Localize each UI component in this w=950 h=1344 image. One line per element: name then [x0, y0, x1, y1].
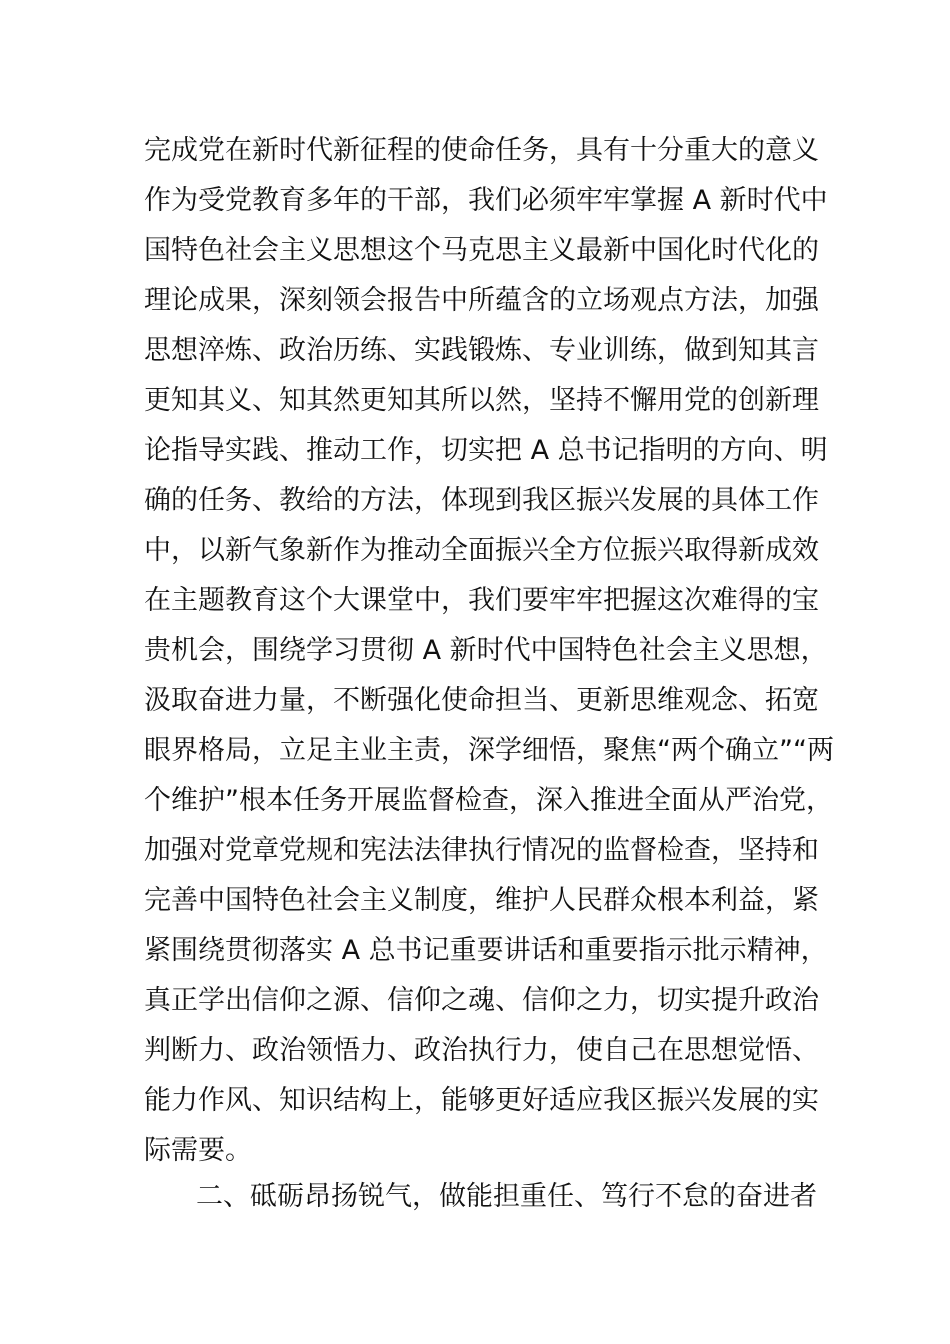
body-line: 能力作风、知识结构上，能够更好适应我区振兴发展的实	[144, 1085, 819, 1116]
body-line: 完善中国特色社会主义制度，维护人民群众根本利益，紧	[144, 885, 819, 916]
body-line: 紧围绕贯彻落实 A 总书记重要讲话和重要指示批示精神，	[144, 935, 828, 966]
body-line: 作为受党教育多年的干部，我们必须牢牢掌握 A 新时代中	[144, 185, 828, 216]
body-line: 汲取奋进力量，不断强化使命担当、更新思维观念、拓宽	[144, 685, 819, 716]
body-line: 判断力、政治领悟力、政治执行力，使自己在思想觉悟、	[144, 1035, 819, 1066]
body-line: 国特色社会主义思想这个马克思主义最新中国化时代化的	[144, 235, 819, 266]
body-line: 理论成果，深刻领会报告中所蕴含的立场观点方法，加强	[144, 285, 819, 316]
body-line: 在主题教育这个大课堂中，我们要牢牢把握这次难得的宝	[144, 585, 819, 616]
body-line: 眼界格局，立足主业主责，深学细悟，聚焦“两个确立”“两	[144, 735, 834, 766]
body-line: 贵机会，围绕学习贯彻 A 新时代中国特色社会主义思想，	[144, 635, 828, 666]
body-line: 真正学出信仰之源、信仰之魂、信仰之力，切实提升政治	[144, 985, 819, 1016]
body-line: 中，以新气象新作为推动全面振兴全方位振兴取得新成效	[144, 535, 819, 566]
body-line: 加强对党章党规和宪法法律执行情况的监督检查，坚持和	[144, 835, 819, 866]
body-line: 完成党在新时代新征程的使命任务，具有十分重大的意义	[144, 135, 819, 166]
body-line: 际需要。	[144, 1135, 252, 1166]
body-line: 更知其义、知其然更知其所以然，坚持不懈用党的创新理	[144, 385, 819, 416]
body-line: 个维护”根本任务开展监督检查，深入推进全面从严治党，	[144, 785, 833, 816]
body-line: 思想淬炼、政治历练、实践锻炼、专业训练，做到知其言	[144, 335, 819, 366]
body-line: 论指导实践、推动工作，切实把 A 总书记指明的方向、明	[144, 435, 828, 466]
body-text	[144, 126, 834, 1176]
section-heading: 二、砥砺昂扬锐气，做能担重任、笃行不怠的奋进者	[196, 1181, 817, 1212]
body-line: 确的任务、教给的方法，体现到我区振兴发展的具体工作	[144, 485, 819, 516]
